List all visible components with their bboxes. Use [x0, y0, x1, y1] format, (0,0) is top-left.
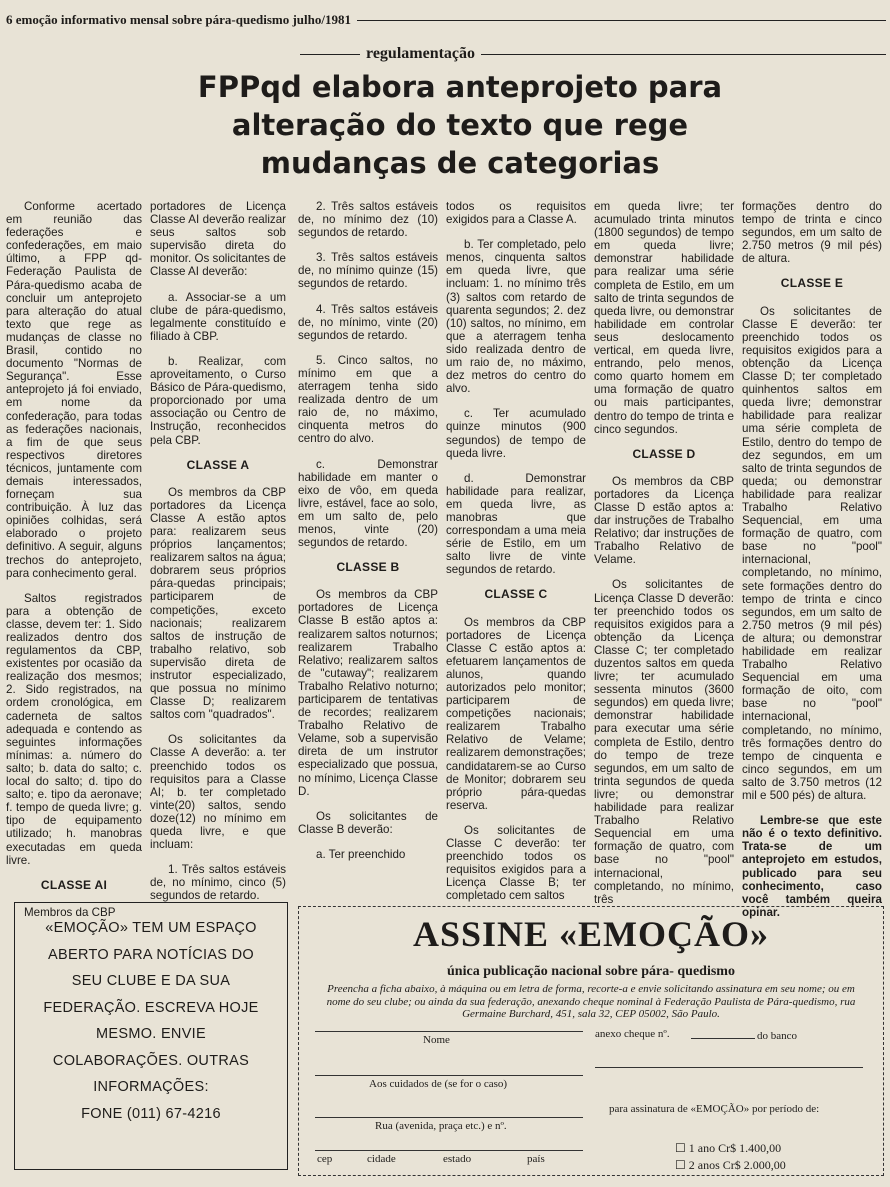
column-5 — [594, 200, 734, 918]
column-2 — [150, 200, 286, 915]
paragraph: Os membros da CBP portadores da Licença Classe D estão aptos a: dar instruções de Trabalho Relativo; dar instruções de Trabalho Relativo de Velame. — [594, 474, 734, 567]
subheading-classe-c: CLASSE C — [484, 587, 548, 602]
subscribe-subtitle: única publicação nacional sobre pára- quedismo — [447, 964, 735, 979]
column-1 — [6, 200, 142, 931]
paragraph: Os solicitantes de Classe C deverão: ter preenchido todos os requisitos exigidos para a Licença Classe B; ter completado cem saltos — [446, 823, 586, 903]
city-label: cidade — [367, 1153, 396, 1165]
column-4 — [446, 200, 586, 915]
paragraph: c. Ter acumulado quinze minutos (900 segundos) de tempo de queda livre. — [446, 407, 586, 460]
paragraph: 2. Três saltos estáveis de, no mínimo dez (10) segundos de retardo. — [298, 200, 438, 240]
street-label: Rua (avenida, praça etc.) e nº. — [375, 1120, 507, 1132]
promo-line: ABERTO PARA NOTÍCIAS DO — [48, 946, 254, 963]
subheading-classe-b: CLASSE B — [336, 560, 400, 575]
promo-line: INFORMAÇÕES: — [93, 1079, 209, 1095]
paragraph: Os solicitantes de Classe E deverão: ter preenchido todos os requisitos exigidos para a obtenção da Licença Classe D; ter completado quinhentos saltos em queda livre; demonstrar habilidade para realizar uma série completa de Estilo, dentro do tempo de dez segundos, em um salto de trinta segundos de queda; ou demonstrar habilidade para realizar Trabalho Relativo Sequencial, em uma formação de quatro, com base no "pool" internacional, completando, no mínimo, sete formações dentro do tempo de trinta e cinco segundos, em um salto de 2.750 metros (9 mil pés) de altura; ou demonstrar habilidade em realizar Trabalho Relativo Sequencial em uma formação de oito, com base no "pool" internacional, completando, no mínimo, três formações dentro do tempo de cinquenta e cinco segundos, em um salto de 3.750 metros (12 mil e 500 pés) de altura. — [742, 304, 882, 803]
option-1-year-checkbox[interactable]: ☐ 1 ano Cr$ 1.400,00 — [675, 1141, 782, 1155]
section-title: regulamentação — [366, 45, 476, 62]
subheading-classe-ai: CLASSE AI — [40, 877, 108, 892]
paragraph: formações dentro do tempo de trinta e cinco segundos, em um salto de 2.750 metros (9 mil pés) de altura. — [742, 200, 882, 266]
period-label: para assinatura de «EMOÇÃO» por período de: — [609, 1103, 820, 1115]
paragraph: 1. Três saltos estáveis de, no mínimo, cinco (5) segundos de retardo. — [150, 863, 286, 903]
check-number-line[interactable] — [691, 1038, 755, 1039]
subscription-coupon — [298, 906, 884, 1176]
country-label: país — [527, 1153, 545, 1165]
paragraph: todos os requisitos exigidos para a Classe A. — [446, 200, 586, 227]
subscribe-instructions: Preencha a ficha abaixo, à máquina ou em letra de forma, recorte-a e envie solicitando assinatura em seu nome; ou em nome do seu clube; ou ainda da sua federação, anexando cheque nominal à Federação Paulista de Pára-quedismo, rua Germaine Burchard, 451, sala 32, CEP 05002, São Paulo. — [326, 983, 856, 1020]
section-rule-left — [300, 54, 360, 55]
street-field-line[interactable] — [315, 1117, 583, 1118]
header-rule — [357, 20, 886, 21]
care-of-field-line[interactable] — [315, 1075, 583, 1076]
closing-note: Lembre-se que este não é o texto definitivo. Trata-se de um anteprojeto em estudos, publicado para seu conhecimento, caso você também queira opinar. — [742, 814, 882, 919]
promo-phone: FONE (011) 67-4216 — [81, 1105, 221, 1122]
paragraph: b. Ter completado, pelo menos, cinquenta saltos em queda livre, que incluam: 1. no mínimo três (3) saltos com retardo de quarenta segundos; 2. dez (10) saltos, no mínimo, em que a aterragem tenha sido realizada dentro de um raio de, no máximo, dez metros do centro do alvo. — [446, 238, 586, 396]
name-field-line[interactable] — [315, 1031, 583, 1032]
bank-field-line[interactable] — [595, 1067, 863, 1068]
paragraph: Os membros da CBP portadores de Licença Classe C estão aptos a: efetuarem lançamentos de alunos, quando autorizados pelo monitor; participarem de competições nacionais; realizarem Trabalho Relativo de Velame; realizarem demonstrações; candidatarem-se ao Curso de Monitor; dobrarem seu próprio pára-quedas reserva. — [446, 615, 586, 812]
section-rule-right — [481, 54, 886, 55]
paragraph: Membros da CBP — [24, 905, 116, 919]
running-header-text: 6 emoção informativo mensal sobre pára-quedismo julho/1981 — [6, 12, 351, 27]
paragraph: Conforme acertado em reunião das federações e confederações, em maio último, a FPP qd-Federação Paulista de Pára-quedismo acaba de concluir um anteprojeto para alteração do atual texto que rege as mudanças de classe no Brasil, contido no documento "Normas de Segurança". Esse anteprojeto já foi enviado, em nome da confederação, para todas as federações nacionais, a fim de que seus respectivos diretores técnicos, juntamente com demais interessados, forneçam sua contribuição. À luz das opiniões colhidas, será elaborado o projeto definitivo. A seguir, alguns trechos do anteprojeto, para conhecimento geral. — [6, 200, 142, 580]
article-headline: FPPqd elabora anteprojeto para alteração do texto que rege mudanças de categorias — [197, 70, 723, 180]
promo-box — [14, 902, 288, 1170]
option-2-years-checkbox[interactable]: ☐ 2 anos Cr$ 2.000,00 — [675, 1158, 786, 1172]
promo-line: MESMO. ENVIE — [96, 1026, 206, 1042]
subheading-classe-e: CLASSE E — [780, 276, 844, 291]
paragraph: Os solicitantes de Licença Classe D deverão: ter preenchido todos os requisitos exigidos para a obtenção da Licença Classe C; ter completado duzentos saltos em queda livre; ter acumulado sessenta minutos (3600 segundos) em queda livre; demonstrar habilidade para executar uma série completa de Estilo, dentro do tempo de treze segundos, em um salto de trinta segundos de queda livre; ou demonstrar habilidade para realizar Trabalho Relativo Sequencial em uma formação de quatro, com base no "pool" internacional, completando, no mínimo, três — [594, 578, 734, 906]
address-field-line[interactable] — [315, 1150, 583, 1151]
paragraph: 5. Cinco saltos, no mínimo em que a aterragem tenha sido realizada dentro de um raio de, no máximo, cinquenta metros do centro do alvo. — [298, 353, 438, 446]
paragraph: a. Associar-se a um clube de pára-quedismo, legalmente constituído e filiado à CBP. — [150, 290, 286, 343]
paragraph: d. Demonstrar habilidade para realizar, em queda livre, as manobras que correspondam a uma meia série de Estilo, em um salto livre de vinte segundos de retardo. — [446, 471, 586, 577]
promo-line: FEDERAÇÃO. ESCREVA HOJE — [43, 999, 259, 1016]
paragraph: Os membros da CBP portadores da Licença Classe A estão aptos para: realizarem seus próprios lançamentos; realizarem saltos na água; dobrarem seus próprios pára-quedas principais; participarem de competições, exceto nacionais; realizarem saltos de instrução de trabalho relativo, sob supervisão direta de instrutor especializado, que possua no mínimo Classe D; realizarem saltos com "quadrados". — [150, 485, 286, 722]
paragraph: Os solicitantes de Classe B deverão: — [298, 809, 438, 836]
paragraph: portadores de Licença Classe AI deverão realizar seus saltos sob supervisão direta do monitor. Os solicitantes de Classe AI deverão: — [150, 200, 286, 279]
care-of-label: Aos cuidados de (se for o caso) — [369, 1078, 508, 1090]
paragraph: c. Demonstrar habilidade em manter o eixo de vôo, em queda livre, estável, face ao solo, em um salto de, pelo menos, vinte (20) segundos de retardo. — [298, 457, 438, 550]
column-3 — [298, 200, 438, 873]
promo-line: COLABORAÇÕES. OUTRAS — [52, 1052, 250, 1069]
subheading-classe-a: CLASSE A — [186, 457, 250, 472]
paragraph: Saltos registrados para a obtenção de classe, devem ter: 1. Sido realizados dentro dos regulamentos da CBP, existentes por ocasião da realização dos mesmos; 2. Sido registrados, na ordem cronológica, em caderneta de saltos adequada e contendo as seguintes informações mínimas: a. número do salto; b. data do salto; c. local do salto; d. tipo do salto; e. tipo da aeronave; f. tempo de queda livre; g. tipo de equipamento utilizado; h. manobras executadas em queda livre. — [6, 591, 142, 867]
subheading-classe-d: CLASSE D — [632, 446, 696, 461]
paragraph: 3. Três saltos estáveis de, no mínimo quinze (15) segundos de retardo. — [298, 251, 438, 291]
subscribe-title: ASSINE «EMOÇÃO» — [412, 914, 770, 954]
paragraph: a. Ter preenchido — [316, 847, 406, 861]
state-label: estado — [443, 1153, 472, 1165]
section-label — [300, 44, 886, 64]
paragraph: 4. Três saltos estáveis de, no mínimo, vinte (20) segundos de retardo. — [298, 302, 438, 342]
paragraph: Os solicitantes da Classe A deverão: a. ter preenchido todos os requisitos para a Classe AI; b. ter completado vinte(20) saltos, sendo doze(12) no mínimo em queda livre, e que incluam: — [150, 733, 286, 852]
paragraph: Os membros da CBP portadores de Licença Classe B estão aptos a: realizarem saltos noturnos; realizarem Trabalho Relativo; realizarem saltos de "cutaway"; realizarem Trabalho Relativo noturno; participarem de tentativas de recordes; realizarem Trabalho Relativo de Velame, sob a supervisão direta de um instrutor especializado que possua, no mínimo, Licença Classe D. — [298, 588, 438, 798]
name-label: Nome — [423, 1034, 450, 1046]
paragraph: em queda livre; ter acumulado trinta minutos (1800 segundos) de tempo em queda livre; demonstrar habilidade para realizar uma série completa de Estilo, em um salto de trinta segundos de queda livre, ou demonstrar habilidade em controlar seus deslocamento vertical, em queda livre, entrando, pelo menos, como quarto homem em uma formação de quatro ou mais participantes, dentro do tempo de trinta e cinco segundos. — [594, 200, 734, 436]
paragraph: b. Realizar, com aproveitamento, o Curso Básico de Pára-quedismo, proporcionado por uma associação ou Centro de Instrução, reconhecidos pela CBP. — [150, 354, 286, 447]
promo-line: SEU CLUBE E DA SUA — [71, 973, 231, 989]
column-6 — [742, 200, 882, 931]
running-header — [6, 12, 886, 28]
bank-label: do banco — [757, 1030, 798, 1042]
promo-line: «EMOÇÃO» TEM UM ESPAÇO — [45, 920, 257, 936]
check-label: anexo cheque nº. — [595, 1028, 670, 1040]
cep-label: cep — [317, 1153, 333, 1165]
